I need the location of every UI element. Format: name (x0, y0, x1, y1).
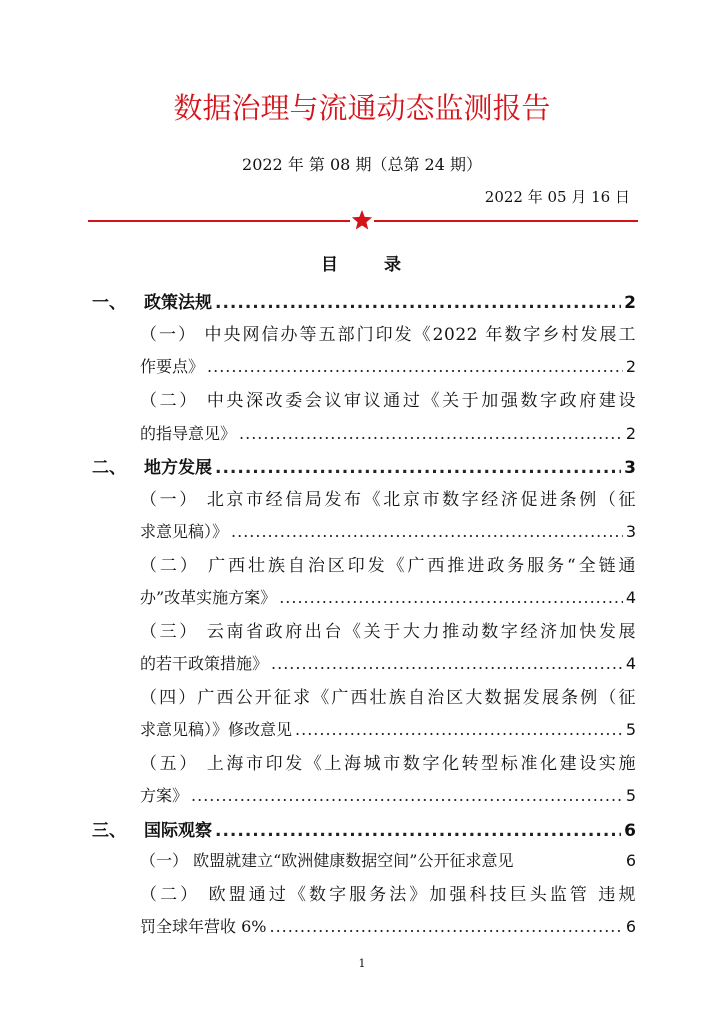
toc-item[interactable] (140, 651, 636, 674)
toc-item-line: 罚全球年营收 6% (140, 917, 267, 936)
section-page: 2 (624, 293, 636, 313)
section-number: 一、 (92, 293, 126, 313)
section-page: 3 (624, 458, 636, 478)
toc-item-line[interactable]: （二） 中央深改委会议审议通过《关于加强数字政府建设 (140, 391, 636, 411)
dot-leader (271, 654, 623, 673)
toc-item[interactable] (140, 421, 636, 444)
dot-leader (269, 917, 622, 936)
toc-item-line: 求意见稿）》修改意见 (140, 720, 293, 739)
toc-item-line: （一） 欧盟就建立“欧洲健康数据空间”公开征求意见 (140, 851, 514, 870)
section-page: 6 (624, 821, 636, 841)
red-star-icon (351, 209, 373, 231)
toc-item[interactable] (140, 783, 636, 806)
toc-item[interactable] (140, 519, 636, 542)
toc-item[interactable] (140, 585, 636, 608)
toc-item-line: 作要点》 (140, 357, 205, 376)
dot-leader (231, 522, 623, 541)
dot-leader (215, 458, 621, 478)
report-title: 数据治理与流通动态监测报告 (173, 91, 551, 125)
toc-item-line[interactable]: （四）广西公开征求《广西壮族自治区大数据发展条例（征 (140, 688, 636, 708)
dot-leader (215, 293, 621, 313)
toc-item-line[interactable]: （一） 北京市经信局发布《北京市数字经济促进条例（征 (140, 490, 636, 510)
red-rule-right (374, 220, 638, 222)
toc-item-line[interactable]: （二） 广西壮族自治区印发《广西推进政务服务“全链通 (140, 556, 636, 576)
issue-number: 2022 年 第 08 期（总第 24 期） (242, 155, 482, 174)
dot-leader (207, 357, 623, 376)
toc-item-page: 2 (625, 357, 636, 376)
toc-section-international[interactable] (92, 816, 636, 841)
dot-leader (215, 821, 621, 841)
toc-item-line: 求意见稿）》 (140, 522, 229, 541)
toc-item-page: 6 (625, 851, 636, 870)
toc-item[interactable] (140, 717, 636, 740)
toc-item-page: 5 (625, 720, 636, 739)
toc-item-line: 的若干政策措施》 (140, 654, 269, 673)
toc-item-page: 3 (625, 522, 636, 541)
dot-leader (295, 720, 623, 739)
section-number: 二、 (92, 458, 126, 478)
toc-item-line: 的指导意见》 (140, 424, 237, 443)
toc-item-line[interactable]: （三） 云南省政府出台《关于大力推动数字经济加快发展 (140, 622, 636, 642)
red-rule-left (88, 220, 350, 222)
toc-item-line: 方案》 (140, 786, 189, 805)
dot-leader (239, 424, 623, 443)
toc-item-line[interactable]: （二） 欧盟通过《数字服务法》加强科技巨头监管 违规 (140, 885, 636, 905)
toc-item-page: 6 (625, 917, 636, 936)
toc-heading: 目 录 (321, 255, 421, 275)
section-label: 国际观察 (144, 821, 212, 841)
section-label: 地方发展 (144, 458, 212, 478)
toc-item-page: 4 (625, 588, 636, 607)
toc-item-line[interactable]: （五） 上海市印发《上海城市数字化转型标准化建设实施 (140, 754, 636, 774)
toc-item-page: 5 (625, 786, 636, 805)
section-label: 政策法规 (144, 293, 212, 313)
toc-item-page: 4 (625, 654, 636, 673)
section-number: 三、 (92, 821, 126, 841)
page-number: 1 (358, 957, 366, 970)
dot-leader (279, 588, 623, 607)
toc-item[interactable] (140, 848, 636, 871)
toc-item[interactable] (140, 354, 636, 377)
toc-item-line: 办”改革实施方案》 (140, 588, 277, 607)
toc-item[interactable] (140, 914, 636, 937)
dot-leader (191, 786, 623, 805)
toc-section-local[interactable] (92, 453, 636, 478)
toc-item-page: 2 (625, 424, 636, 443)
toc-item-line[interactable]: （一） 中央网信办等五部门印发《2022 年数字乡村发展工 (140, 325, 636, 345)
issue-date: 2022 年 05 月 16 日 (484, 188, 630, 206)
toc-section-policy[interactable] (92, 288, 636, 313)
